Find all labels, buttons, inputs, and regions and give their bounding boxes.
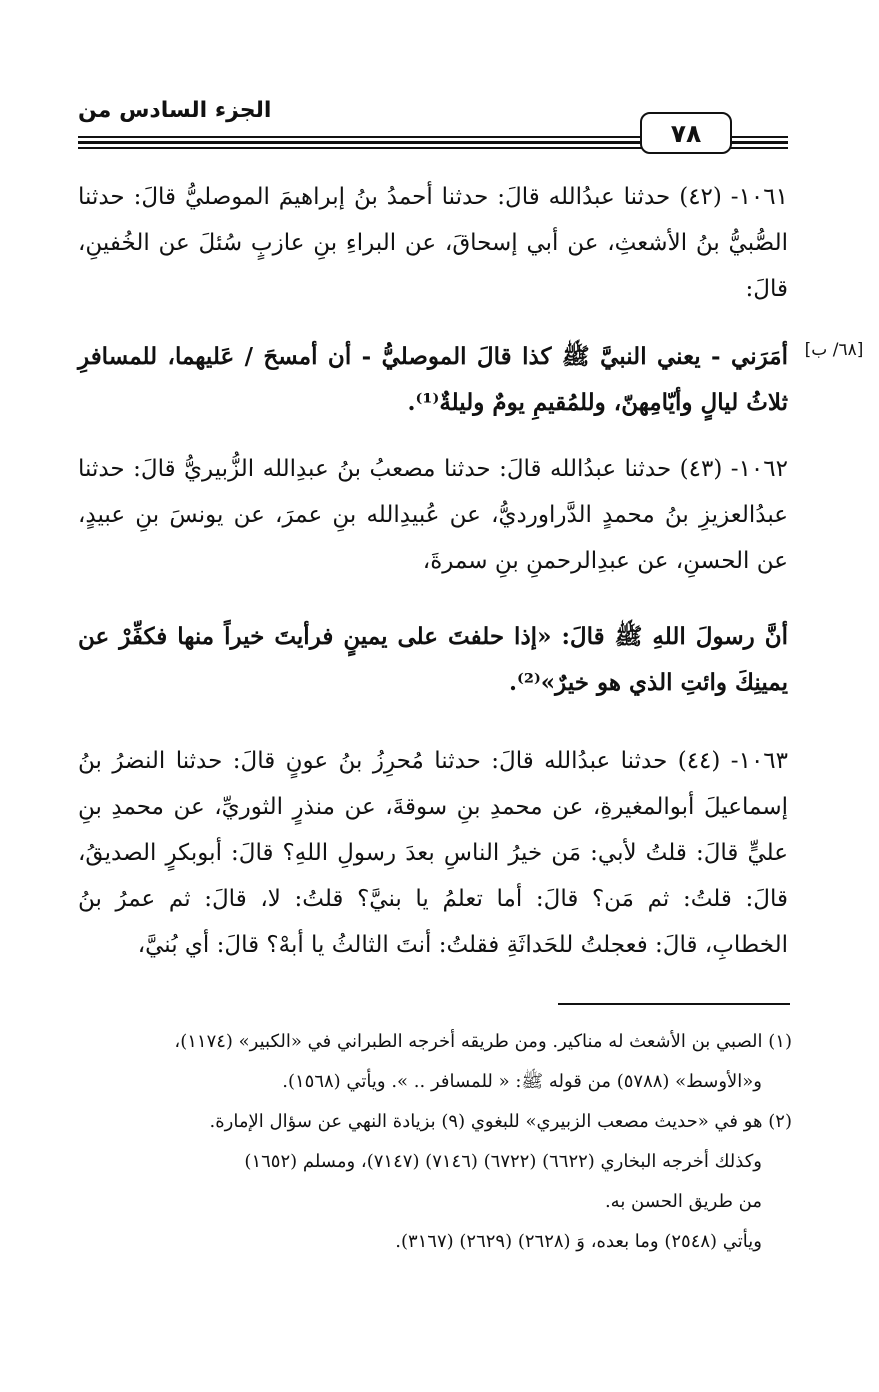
running-header-title: الجزء السادس من <box>78 98 272 123</box>
footnote-2-line-4: ويأتي (٢٥٤٨) وما بعده، وَ (٢٦٢٨) (٢٦٢٩) (٣١٦٧). <box>395 1231 762 1252</box>
hadith-1062-matn: أنَّ رسولَ اللهِ ﷺ قالَ: «إذا حلفتَ على يمينٍ فرأيتَ خيراً منها فكفِّرْ عن يمينِكَ وائتِ الذي هو خيرٌ»⁽²⁾. <box>78 623 788 696</box>
hadith-1061-isnad: ١٠٦١- (٤٢) حدثنا عبدُالله قالَ: حدثنا أحمدُ بنُ إبراهيمَ الموصليُّ قالَ: حدثنا الصُّبيُّ بنُ الأشعثِ، عن أبي إسحاقَ، عن البراءِ بنِ عازبٍ سُئلَ عن الخُفينِ، قالَ: <box>78 184 788 302</box>
footnote-1-line-1: (١) الصبي بن الأشعث له مناكير. ومن طريقه أخرجه الطبراني في «الكبير» (١١٧٤)، <box>174 1031 792 1052</box>
hadith-1063-text: ١٠٦٣- (٤٤) حدثنا عبدُالله قالَ: حدثنا مُحرِزُ بنُ عونٍ قالَ: حدثنا النضرُ بنُ إسماعيلَ أبوالمغيرةِ، عن محمدِ بنِ سوقةَ، عن منذرٍ الثوريِّ، عن محمدِ بنِ عليٍّ قالَ: قلتُ لأبي: مَن خيرُ الناسِ بعدَ رسولِ اللهِ؟ قالَ: أبوبكرٍ الصديقُ، قالَ: قلتُ: ثم مَن؟ قالَ: أما تعلمُ يا بنيَّ؟ قلتُ: لا، قالَ: ثم عمرُ بنُ الخطابِ، قالَ: فعجلتُ للحَداثَةِ فقلتُ: أنتَ الثالثُ يا أبهْ؟ قالَ: أي بُنيَّ، <box>78 748 789 958</box>
footnote-2-line-2: وكذلك أخرجه البخاري (٦٦٢٢) (٦٧٢٢) (٧١٤٦) (٧١٤٧)، ومسلم (١٦٥٢) <box>244 1151 762 1172</box>
footnote-1-line-2: و«الأوسط» (٥٧٨٨) من قوله ﷺ: « للمسافر .. ». ويأتي (١٥٦٨). <box>282 1071 762 1092</box>
footnote-separator <box>558 1003 790 1005</box>
footnote-2-line-1: (٢) هو في «حديث مصعب الزبيري» للبغوي (٩) بزيادة النهي عن سؤال الإمارة. <box>209 1111 792 1132</box>
footnote-2-line-3: من طريق الحسن به. <box>604 1191 762 1212</box>
hadith-1062-isnad: ١٠٦٢- (٤٣) حدثنا عبدُالله قالَ: حدثنا مصعبُ بنُ عبدِالله الزُّبيريُّ قالَ: حدثنا عبدُالعزيزِ بنُ محمدٍ الدَّراورديُّ، عن عُبيدِالله بنِ عمرَ، عن يونسَ بنِ عبيدٍ، عن الحسنِ، عن عبدِالرحمنِ بنِ سمرةَ، <box>78 456 788 574</box>
page-number: ٧٨ <box>640 112 732 154</box>
hadith-1061-matn: أمَرَني - يعني النبيَّ ﷺ كذا قالَ الموصليُّ - أن أمسحَ / عَليهما، للمسافرِ ثلاثُ ليالٍ وأيّامِهنّ، وللمُقيمِ يومٌ وليلةٌ⁽¹⁾. <box>78 343 788 416</box>
manuscript-folio-note: [٦٨/ ب] <box>804 340 864 360</box>
